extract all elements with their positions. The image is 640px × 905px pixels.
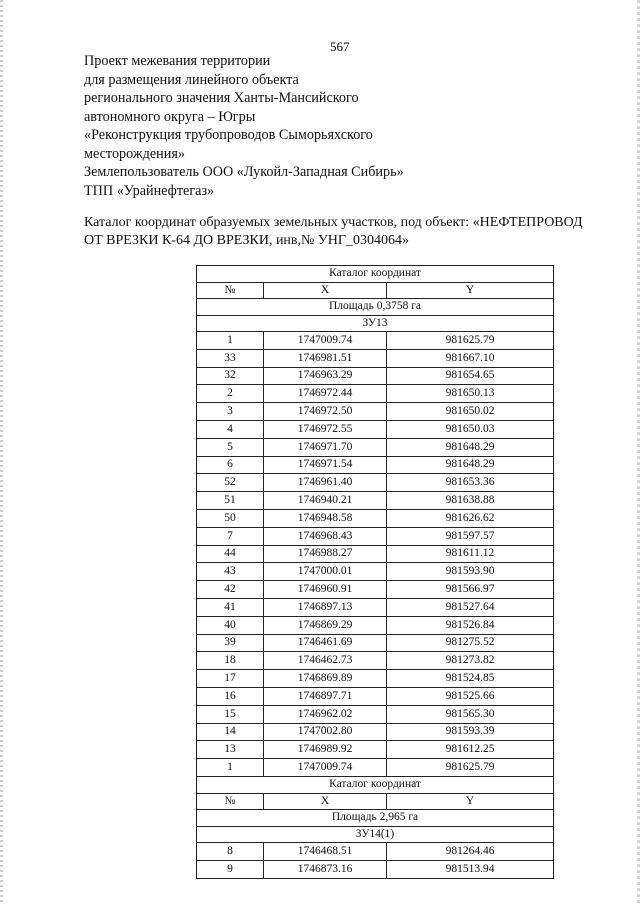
coord-x: 1747009.74 xyxy=(264,759,387,777)
point-number: 6 xyxy=(197,456,264,474)
coord-x: 1746971.70 xyxy=(264,438,387,456)
header-line: регионального значения Ханты-Мансийского xyxy=(84,90,359,106)
coord-y: 981527.64 xyxy=(387,598,554,616)
table-row xyxy=(197,456,554,474)
table-row xyxy=(197,367,554,385)
coordinate-table-zu13 xyxy=(196,265,554,777)
coord-y: 981273.82 xyxy=(387,652,554,670)
coord-x: 1746468.51 xyxy=(264,843,387,861)
table-row xyxy=(197,385,554,403)
table-title: Каталог координат xyxy=(197,266,554,283)
column-header-number: № xyxy=(197,282,264,299)
coord-x: 1746981.51 xyxy=(264,349,387,367)
coord-y: 981625.79 xyxy=(387,759,554,777)
point-number: 51 xyxy=(197,492,264,510)
coordinate-table-zu14 xyxy=(196,776,554,879)
point-number: 44 xyxy=(197,545,264,563)
coord-x: 1747009.74 xyxy=(264,332,387,350)
coordinate-rows xyxy=(197,332,554,777)
table-row xyxy=(197,438,554,456)
point-number: 15 xyxy=(197,705,264,723)
header-line: «Реконструкция трубопроводов Сыморьяхского xyxy=(84,127,373,143)
column-header-x: X xyxy=(264,793,387,810)
coord-x: 1746461.69 xyxy=(264,634,387,652)
table-row xyxy=(197,492,554,510)
point-number: 42 xyxy=(197,581,264,599)
point-number: 18 xyxy=(197,652,264,670)
coord-y: 981626.62 xyxy=(387,509,554,527)
point-number: 1 xyxy=(197,759,264,777)
coord-x: 1746963.29 xyxy=(264,367,387,385)
table-row xyxy=(197,403,554,421)
coord-x: 1746940.21 xyxy=(264,492,387,510)
coord-y: 981566.97 xyxy=(387,581,554,599)
point-number: 13 xyxy=(197,741,264,759)
header-line: Землепользователь ООО «Лукойл-Западная Сибирь» xyxy=(84,164,404,180)
coord-x: 1746873.16 xyxy=(264,860,387,878)
parcel-area: Площадь 2,965 га xyxy=(197,810,554,827)
point-number: 32 xyxy=(197,367,264,385)
coord-y: 981513.94 xyxy=(387,860,554,878)
point-number: 43 xyxy=(197,563,264,581)
coord-x: 1746869.89 xyxy=(264,670,387,688)
table-row xyxy=(197,474,554,492)
coord-y: 981597.57 xyxy=(387,527,554,545)
page-number: 567 xyxy=(330,39,350,54)
coord-y: 981275.52 xyxy=(387,634,554,652)
coord-x: 1747000.01 xyxy=(264,563,387,581)
coord-x: 1746971.54 xyxy=(264,456,387,474)
coord-x: 1746462.73 xyxy=(264,652,387,670)
coord-x: 1747002.80 xyxy=(264,723,387,741)
table-row xyxy=(197,616,554,634)
coord-y: 981648.29 xyxy=(387,438,554,456)
coord-x: 1746988.27 xyxy=(264,545,387,563)
parcel-id: ЗУ14(1) xyxy=(197,826,554,843)
column-header-y: Y xyxy=(387,793,554,810)
coord-y: 981525.66 xyxy=(387,687,554,705)
coord-y: 981264.46 xyxy=(387,843,554,861)
table-row xyxy=(197,598,554,616)
coord-y: 981667.10 xyxy=(387,349,554,367)
column-header-y: Y xyxy=(387,282,554,299)
coord-x: 1746960.91 xyxy=(264,581,387,599)
parcel-area: Площадь 0,3758 га xyxy=(197,299,554,316)
point-number: 14 xyxy=(197,723,264,741)
table-row xyxy=(197,420,554,438)
coord-x: 1746897.13 xyxy=(264,598,387,616)
coord-y: 981611.12 xyxy=(387,545,554,563)
coord-y: 981524.85 xyxy=(387,670,554,688)
coordinate-rows xyxy=(197,843,554,879)
point-number: 33 xyxy=(197,349,264,367)
table-row xyxy=(197,332,554,350)
point-number: 41 xyxy=(197,598,264,616)
parcel-id: ЗУ13 xyxy=(197,315,554,332)
coord-y: 981593.39 xyxy=(387,723,554,741)
coord-y: 981638.88 xyxy=(387,492,554,510)
coord-x: 1746869.29 xyxy=(264,616,387,634)
point-number: 2 xyxy=(197,385,264,403)
table-row xyxy=(197,843,554,861)
header-line: для размещения линейного объекта xyxy=(84,71,299,88)
header-line: Проект межевания территории xyxy=(84,53,271,69)
header-line: месторождения» xyxy=(84,145,185,162)
table-row xyxy=(197,563,554,581)
table-row xyxy=(197,723,554,741)
coord-y: 981653.36 xyxy=(387,474,554,492)
coord-x: 1746948.58 xyxy=(264,509,387,527)
coord-x: 1746897.71 xyxy=(264,687,387,705)
column-header-number: № xyxy=(197,793,264,810)
coord-y: 981612.25 xyxy=(387,741,554,759)
point-number: 17 xyxy=(197,670,264,688)
point-number: 4 xyxy=(197,420,264,438)
point-number: 3 xyxy=(197,403,264,421)
coord-x: 1746989.92 xyxy=(264,741,387,759)
coord-y: 981650.13 xyxy=(387,385,554,403)
coord-x: 1746972.55 xyxy=(264,420,387,438)
project-header xyxy=(84,52,404,200)
column-header-x: X xyxy=(264,282,387,299)
coord-x: 1746961.40 xyxy=(264,474,387,492)
table-row xyxy=(197,860,554,878)
point-number: 52 xyxy=(197,474,264,492)
coord-y: 981625.79 xyxy=(387,332,554,350)
point-number: 50 xyxy=(197,509,264,527)
header-line: ТПП «Урайнефтегаз» xyxy=(84,182,215,199)
table-row xyxy=(197,687,554,705)
coord-y: 981654.65 xyxy=(387,367,554,385)
point-number: 8 xyxy=(197,843,264,861)
point-number: 16 xyxy=(197,687,264,705)
point-number: 9 xyxy=(197,860,264,878)
table-row xyxy=(197,652,554,670)
table-title: Каталог координат xyxy=(197,777,554,794)
point-number: 7 xyxy=(197,527,264,545)
header-line: автономного округа – Югры xyxy=(84,108,256,125)
table-row xyxy=(197,527,554,545)
table-row xyxy=(197,581,554,599)
table-row xyxy=(197,349,554,367)
table-row xyxy=(197,634,554,652)
point-number: 39 xyxy=(197,634,264,652)
scan-edge-left xyxy=(0,0,3,905)
coord-x: 1746962.02 xyxy=(264,705,387,723)
point-number: 40 xyxy=(197,616,264,634)
coord-y: 981526.84 xyxy=(387,616,554,634)
table-row xyxy=(197,705,554,723)
coord-y: 981593.90 xyxy=(387,563,554,581)
coord-x: 1746972.50 xyxy=(264,403,387,421)
coord-x: 1746972.44 xyxy=(264,385,387,403)
table-row xyxy=(197,670,554,688)
table-row xyxy=(197,545,554,563)
coord-y: 981650.03 xyxy=(387,420,554,438)
coord-y: 981650.02 xyxy=(387,403,554,421)
coord-x: 1746968.43 xyxy=(264,527,387,545)
table-row xyxy=(197,509,554,527)
coord-y: 981565.30 xyxy=(387,705,554,723)
point-number: 5 xyxy=(197,438,264,456)
catalog-caption: Каталог координат образуемых земельных участков, под объект: «НЕФТЕПРОВОД ОТ ВРЕЗКИ К-64 ДО ВРЕЗКИ, инв,№ УНГ_0304064» xyxy=(84,215,583,248)
coord-y: 981648.29 xyxy=(387,456,554,474)
table-row xyxy=(197,759,554,777)
table-row xyxy=(197,741,554,759)
point-number: 1 xyxy=(197,332,264,350)
